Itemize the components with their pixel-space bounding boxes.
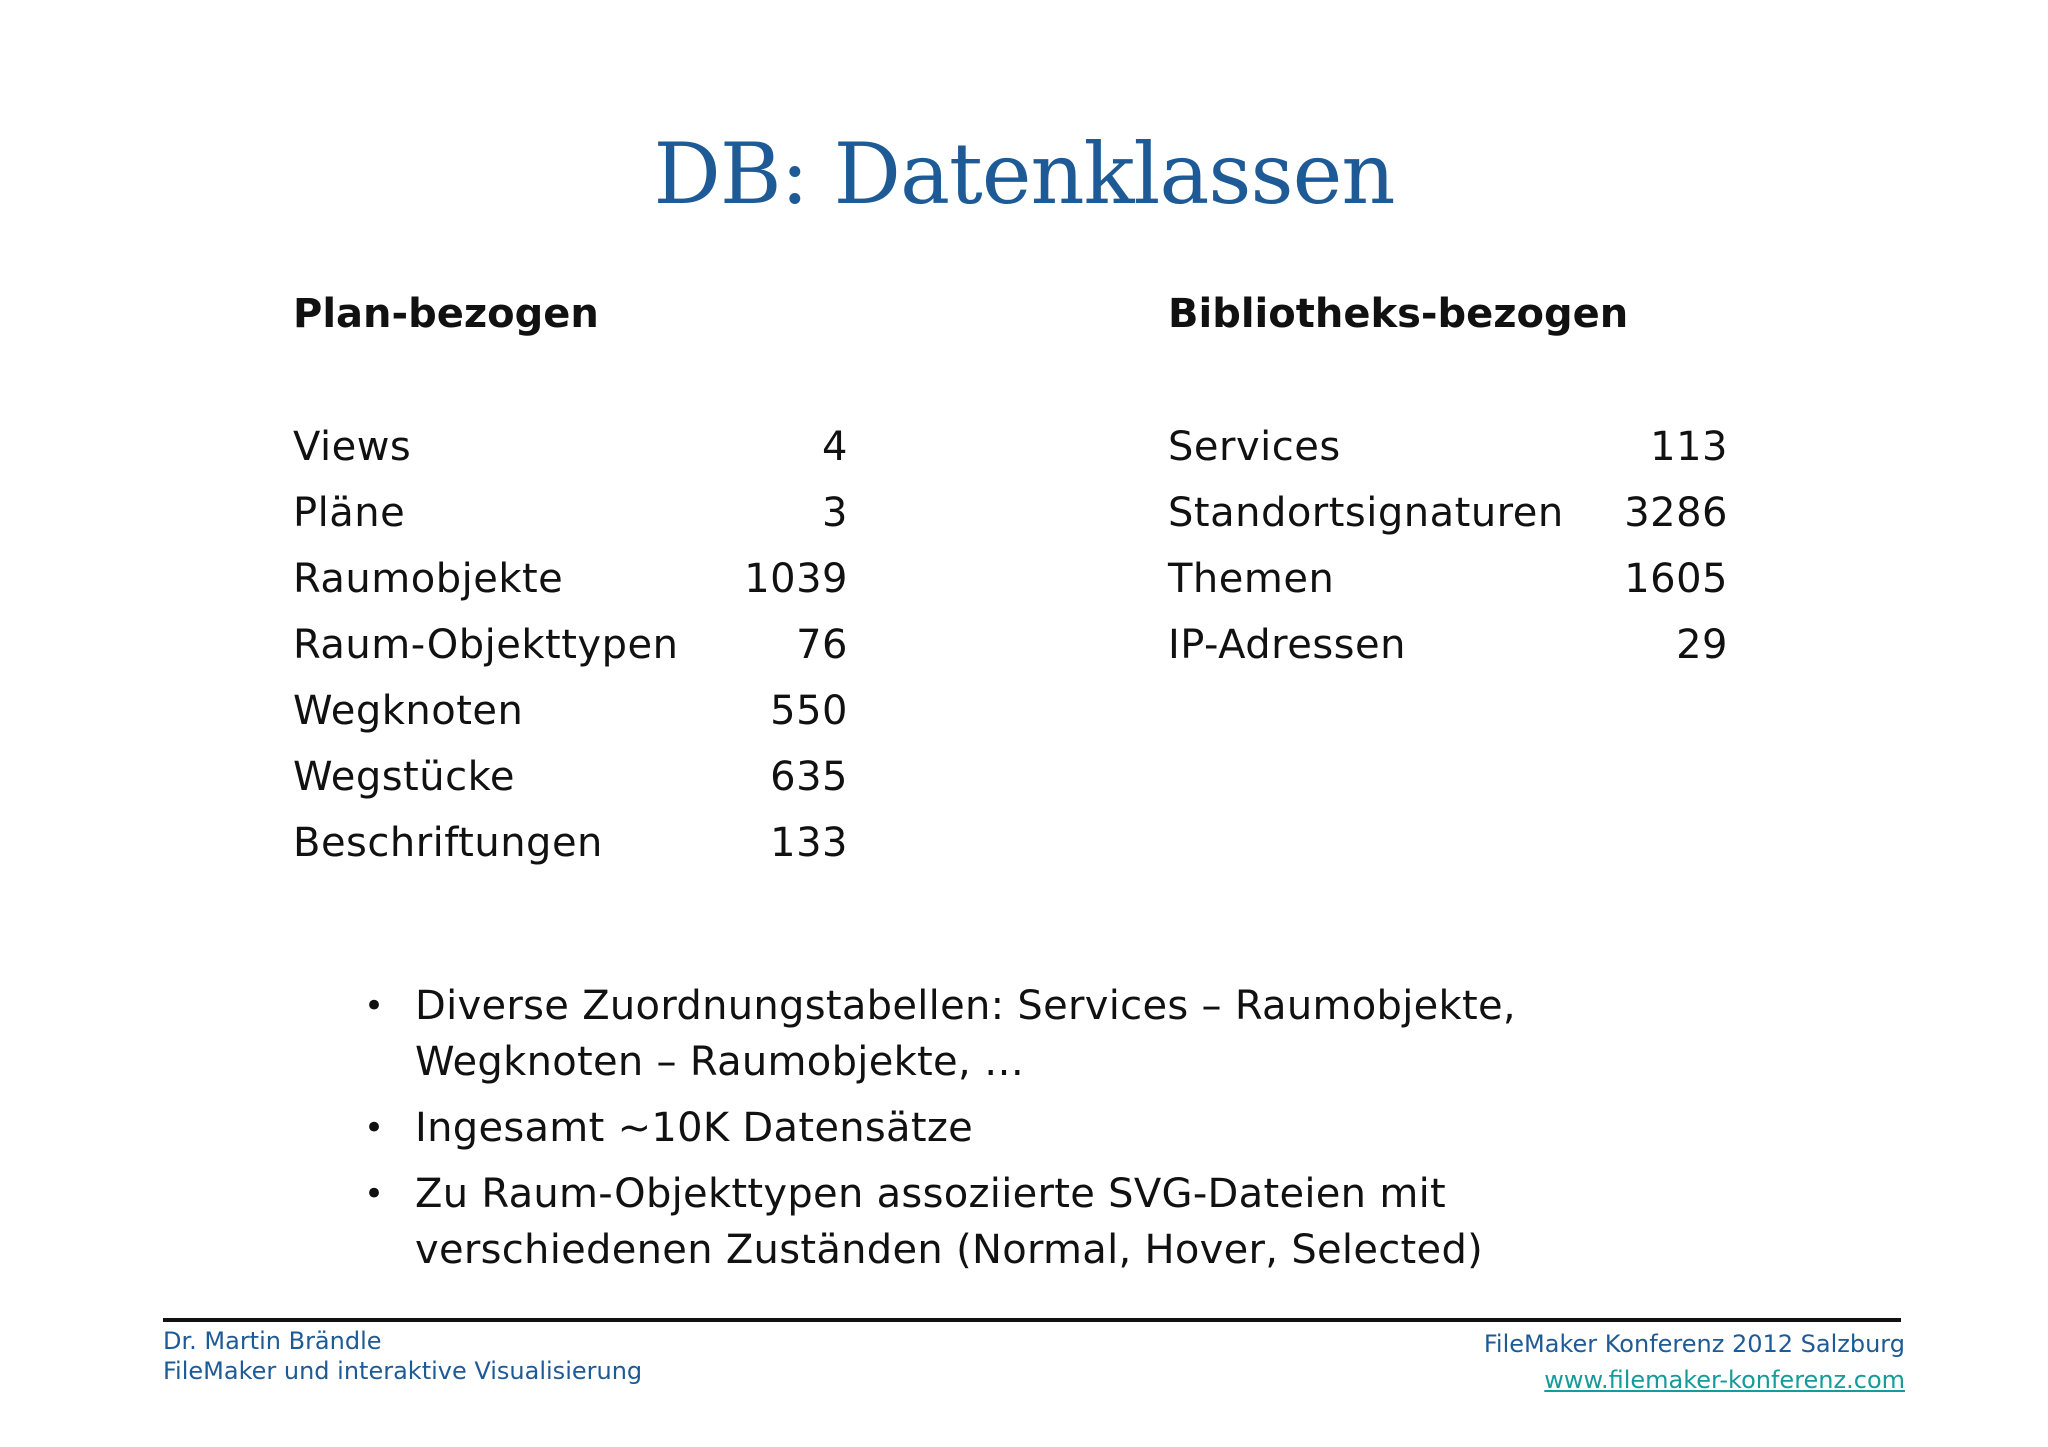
footer-left bbox=[163, 1326, 642, 1386]
row-value: 29 bbox=[1676, 622, 1728, 668]
row-value: 635 bbox=[770, 754, 848, 800]
row-label: Pläne bbox=[293, 490, 406, 536]
footer-website-link[interactable]: www.filemaker-konferenz.com bbox=[1544, 1366, 1905, 1394]
bullet-line: Zu Raum-Objekttypen assoziierte SVG-Dateien mit bbox=[415, 1171, 1447, 1217]
footer-right bbox=[1484, 1326, 1905, 1398]
bullet-dot-icon: • bbox=[364, 1108, 385, 1148]
footer-conference: FileMaker Konferenz 2012 Salzburg bbox=[1483, 1330, 1905, 1358]
row-value: 3 bbox=[822, 490, 848, 536]
bullet-line: Wegknoten – Raumobjekte, … bbox=[415, 1039, 1025, 1085]
list-item bbox=[1168, 612, 1728, 678]
row-value: 1605 bbox=[1624, 556, 1728, 602]
row-label: Raumobjekte bbox=[293, 556, 564, 602]
footer-author: Dr. Martin Brändle bbox=[163, 1327, 382, 1355]
plan-list bbox=[293, 414, 848, 876]
bullet-line: verschiedenen Zuständen (Normal, Hover, Selected) bbox=[415, 1227, 1484, 1273]
list-item bbox=[293, 480, 848, 546]
list-item bbox=[1168, 480, 1728, 546]
row-value: 76 bbox=[796, 622, 848, 668]
row-label: Raum-Objekttypen bbox=[293, 622, 679, 668]
row-value: 113 bbox=[1650, 424, 1728, 470]
row-label: Views bbox=[293, 424, 412, 470]
list-item bbox=[293, 546, 848, 612]
footer-divider bbox=[163, 1318, 1901, 1322]
list-item bbox=[1168, 414, 1728, 480]
list-item bbox=[293, 612, 848, 678]
list-item bbox=[1168, 546, 1728, 612]
plan-column bbox=[293, 286, 848, 866]
list-item bbox=[293, 414, 848, 480]
row-label: Themen bbox=[1168, 556, 1335, 602]
row-label: Services bbox=[1168, 424, 1341, 470]
list-item bbox=[293, 810, 848, 876]
library-heading: Bibliotheks-bezogen bbox=[1168, 291, 1629, 337]
footer-talk-title: FileMaker und interaktive Visualisierung bbox=[163, 1357, 643, 1385]
bullet-list bbox=[360, 978, 1660, 1288]
row-label: Beschriftungen bbox=[293, 820, 603, 866]
row-value: 133 bbox=[770, 820, 848, 866]
row-label: Wegknoten bbox=[293, 688, 524, 734]
library-column bbox=[1168, 286, 1728, 668]
row-value: 3286 bbox=[1624, 490, 1728, 536]
slide-title: DB: Datenklassen bbox=[653, 125, 1395, 223]
bullet-item bbox=[360, 978, 1660, 1090]
row-value: 1039 bbox=[744, 556, 848, 602]
plan-heading: Plan-bezogen bbox=[293, 291, 599, 337]
row-label: Standortsignaturen bbox=[1168, 490, 1564, 536]
bullet-dot-icon: • bbox=[364, 986, 385, 1026]
row-value: 4 bbox=[822, 424, 848, 470]
row-label: Wegstücke bbox=[293, 754, 515, 800]
bullet-item bbox=[360, 1166, 1660, 1278]
bullet-line: Diverse Zuordnungstabellen: Services – Raumobjekte, bbox=[415, 983, 1516, 1029]
bullet-line: Ingesamt ~10K Datensätze bbox=[415, 1105, 974, 1151]
list-item bbox=[293, 744, 848, 810]
bullet-item bbox=[360, 1100, 1660, 1156]
bullet-dot-icon: • bbox=[364, 1174, 385, 1214]
list-item bbox=[293, 678, 848, 744]
row-label: IP-Adressen bbox=[1168, 622, 1406, 668]
library-list bbox=[1168, 414, 1728, 678]
row-value: 550 bbox=[770, 688, 848, 734]
